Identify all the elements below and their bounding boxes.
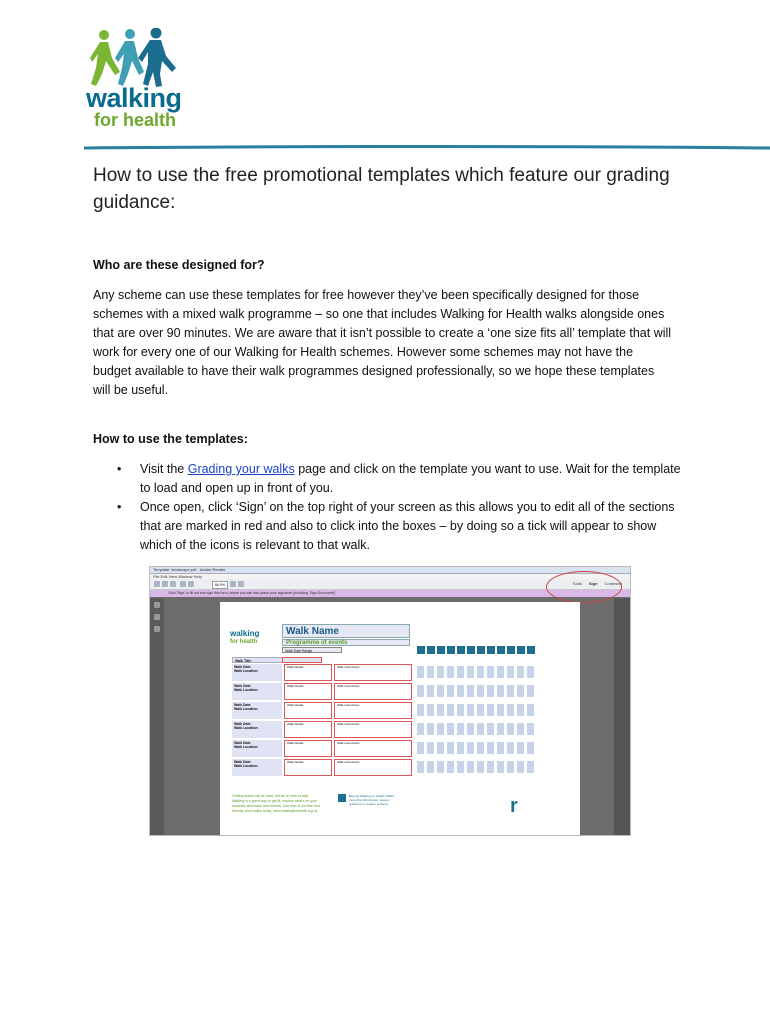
bullet-icon: • [117,500,122,514]
fit-page-icon [230,581,236,587]
scroll-pane [614,598,630,835]
bullet-text: page and click on the template you want to use. Wait for the template to load and open up in front of you. [140,462,681,495]
date-range-field: Walk Date Range [282,647,342,653]
template-footer-text: Getting active can be hard, but we're here to help. Walking is a great way to get fit, explore what's on your doorstep and make new friends. Join one of our free and friendly short walks today. www.walkingforhealth.org.uk [232,794,320,813]
open-icon [154,581,160,587]
menu-bar: File Edit View Window Help [150,574,630,579]
beyond-walking-icon [338,794,346,802]
table-row: Walk Date Walk Location Walk Details Walk instructions [232,683,412,700]
section-heading-how: How to use the templates: [93,432,248,446]
walk-name-field: Walk Name [282,624,410,638]
walk-title-input [282,657,322,663]
list-item [93,460,683,498]
tick-boxes [417,685,537,699]
email-icon [170,581,176,587]
template-page [220,602,580,835]
section-heading-who: Who are these designed for? [93,258,265,272]
programme-field: Programme of events [282,639,410,646]
grading-your-walks-link[interactable]: Grading your walks [187,462,295,476]
table-row: Walk Date Walk Location Walk Details Walk instructions [232,702,412,719]
grading-icons-row [417,646,537,655]
bullet-text: Once open, click ‘Sign’ on the top right of your screen as this allows you to edit all of the sections that are marked in red and also to click into the boxes – by doing so a tick will appear to show which of the icons is relevant to that walk. [140,500,675,552]
walk-title-field: Walk Title [232,657,322,663]
header-divider [84,145,770,151]
window-title: Template: landscape.pdf - Adobe Reader [150,567,630,574]
message-bar: Click 'Sign' to fill out and sign this form, where you can also place your signature (including 'Sign Document') [150,590,630,597]
table-row: Walk Date Walk Location Walk Details Walk instructions [232,721,412,738]
zoom-field: 86.9% [212,581,228,589]
tick-boxes [417,723,537,737]
sign-highlight-circle [546,571,622,603]
tick-boxes [417,761,537,775]
print-icon [162,581,168,587]
section-body-who: Any scheme can use these templates for free however they’ve been specifically designed for those schemes with a mixed walk programme – so one that includes Walking for Health walks alongside ones that are over 90 minutes. We are aware that it isn’t possible to create a ‘one size fits all’ template that will work for every one of our Walking for Health schemes. However some schemes may not have the budget available to have their walk programmes designed professionally, so we hope these templates will be useful. [93,288,672,397]
tab-comment: Comment [604,581,622,586]
list-item [93,498,683,555]
template-logo: walking for health [230,629,260,645]
adobe-reader-screenshot [149,566,631,836]
template-footer-note: Beyond Walking for Health: Walks more than 90 minutes, steeper gradients or rougher surfaces. [349,794,395,806]
bullet-icon: • [117,462,122,476]
instructions-list [93,460,683,555]
partner-logo: r [510,795,518,817]
navigation-pane [150,598,164,835]
tick-boxes [417,666,537,680]
tab-tools: Tools [572,581,582,586]
table-row: Walk Date Walk Location Walk Details Walk instructions [232,664,412,681]
page-title: How to use the free promotional templates which feature our grading guidance: [93,165,670,213]
page-up-icon [180,581,186,587]
tick-boxes [417,742,537,756]
logo-text-for-health: for health [94,110,177,130]
page-down-icon [188,581,194,587]
bullet-text: Visit the [140,462,188,476]
tab-sign: Sign [588,581,598,586]
table-row: Walk Date Walk Location Walk Details Walk instructions [232,759,412,776]
table-row: Walk Date Walk Location Walk Details Walk instructions [232,740,412,757]
comment-icon [238,581,244,587]
logo-text-walking: walking [86,83,182,113]
walking-figures-icon [90,28,180,88]
tick-boxes [417,704,537,718]
walking-for-health-logo [86,28,196,133]
